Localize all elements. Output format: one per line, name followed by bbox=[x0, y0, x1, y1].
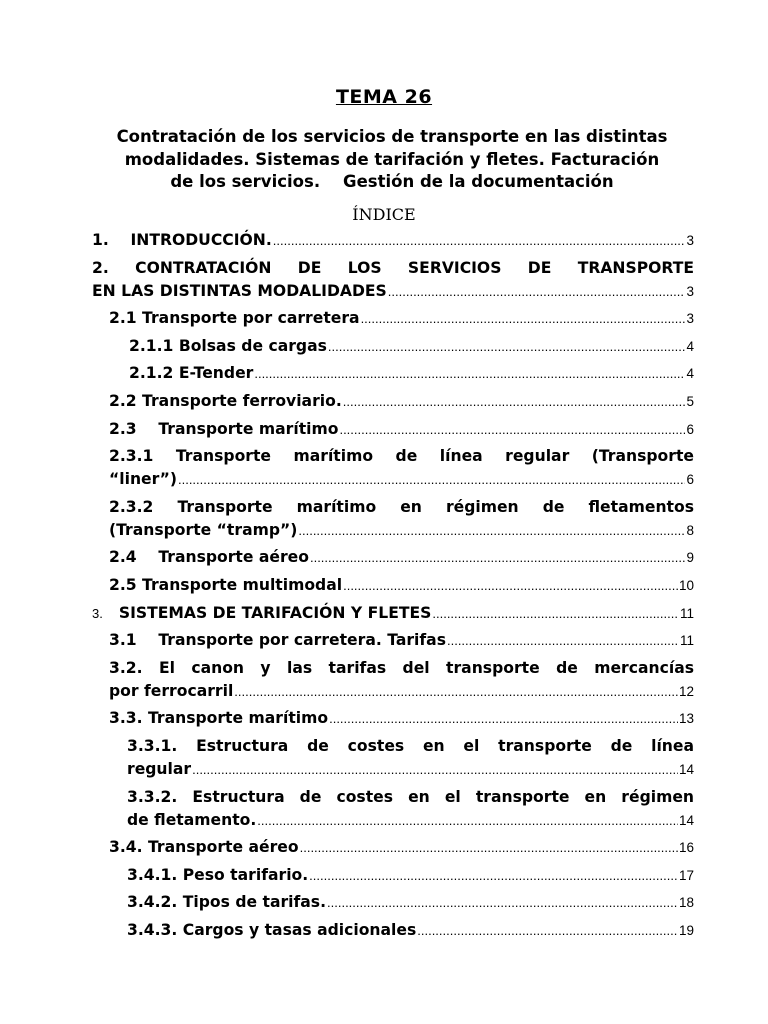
toc-entry-3-4-2[interactable] bbox=[92, 891, 694, 914]
toc-entry-2-5[interactable] bbox=[92, 574, 694, 597]
toc-leader-dots bbox=[343, 390, 686, 413]
toc-entry-3-3-1[interactable] bbox=[92, 735, 694, 781]
toc-entry-1[interactable] bbox=[92, 229, 694, 252]
toc-leader-dots bbox=[447, 629, 679, 652]
toc-entry-title: SISTEMAS DE TARIFACIÓN Y FLETES bbox=[118, 603, 432, 622]
toc-entry-3-3-2[interactable] bbox=[92, 786, 694, 832]
toc-entry-title-line1: 3.2. El canon y las tarifas del transporte de mercancías bbox=[109, 658, 694, 677]
subtitle-line: Contratación de los servicios de transporte en las distintas bbox=[116, 127, 668, 146]
toc-entry-3-4[interactable] bbox=[92, 836, 694, 859]
toc-page-number: 10 bbox=[678, 577, 694, 593]
toc-page-number: 19 bbox=[678, 922, 694, 938]
toc-leader-dots bbox=[327, 891, 678, 914]
toc-page-number: 18 bbox=[678, 895, 694, 911]
toc-entry-title: 2.3 Transporte marítimo bbox=[109, 419, 339, 438]
toc-entry-2-3[interactable] bbox=[92, 418, 694, 441]
toc-entry-title-line1: 3.3.1. Estructura de costes en el transporte de línea bbox=[127, 736, 694, 755]
toc-leader-dots bbox=[343, 574, 678, 597]
toc-entry-2-1-1[interactable] bbox=[92, 335, 694, 358]
toc-leader-dots bbox=[254, 362, 685, 385]
toc-entry-title: 3.4.2. Tipos de tarifas. bbox=[127, 893, 327, 912]
toc-page-number: 14 bbox=[678, 812, 694, 828]
toc-entry-2[interactable] bbox=[92, 257, 694, 303]
toc-leader-dots bbox=[339, 418, 685, 441]
subtitle-line: de los servicios. Gestión de la documentación bbox=[170, 172, 614, 191]
toc-page-number: 17 bbox=[678, 867, 694, 883]
toc-entry-title: 2.4 Transporte aéreo bbox=[109, 548, 309, 567]
toc-page-number: 9 bbox=[686, 550, 694, 566]
toc-leader-dots bbox=[388, 280, 686, 303]
toc-entry-3-1[interactable] bbox=[92, 629, 694, 652]
toc-leader-dots bbox=[298, 519, 685, 542]
toc-entry-3[interactable] bbox=[92, 602, 694, 625]
toc-leader-dots bbox=[300, 836, 678, 859]
toc-page-number: 4 bbox=[686, 366, 694, 382]
toc-entry-title-line1: 2.3.1 Transporte marítimo de línea regular (Transporte bbox=[109, 447, 694, 466]
toc-entry-2-3-1[interactable] bbox=[92, 445, 694, 491]
toc-entry-title: EN LAS DISTINTAS MODALIDADES bbox=[92, 281, 387, 300]
toc-page-number: 3 bbox=[686, 311, 694, 327]
toc-page-number: 8 bbox=[686, 522, 694, 538]
toc-entry-title-line1: 2. CONTRATACIÓN DE LOS SERVICIOS DE TRANSPORTE bbox=[92, 258, 694, 277]
toc-leader-dots bbox=[310, 546, 686, 569]
toc-entry-title: 2.1.2 E-Tender bbox=[129, 364, 254, 383]
toc-entry-3-3[interactable] bbox=[92, 707, 694, 730]
toc-entry-title: 2.2 Transporte ferroviario. bbox=[109, 391, 342, 410]
toc-entry-title: 3.4.1. Peso tarifario. bbox=[127, 865, 309, 884]
toc-page-number: 5 bbox=[686, 393, 694, 409]
toc-leader-dots bbox=[417, 919, 678, 942]
toc-entry-2-4[interactable] bbox=[92, 546, 694, 569]
toc-entry-2-1[interactable] bbox=[92, 307, 694, 330]
toc-entry-2-2[interactable] bbox=[92, 390, 694, 413]
toc-entry-title: regular bbox=[127, 759, 192, 778]
toc-leader-dots bbox=[192, 758, 678, 781]
toc-entry-title: por ferrocarril bbox=[109, 681, 234, 700]
toc-entry-title-line1: 3.3.2. Estructura de costes en el transporte en régimen bbox=[127, 787, 694, 806]
toc-entry-title: 3.4. Transporte aéreo bbox=[109, 838, 299, 857]
toc-page-number: 11 bbox=[679, 605, 694, 621]
document-subtitle bbox=[80, 126, 704, 194]
toc-entry-title: de fletamento. bbox=[127, 810, 257, 829]
toc-page-number: 14 bbox=[678, 761, 694, 777]
toc-entry-3-4-1[interactable] bbox=[92, 864, 694, 887]
toc-page-number: 16 bbox=[678, 840, 694, 856]
subtitle-line: modalidades. Sistemas de tarifación y fletes. Facturación bbox=[124, 149, 660, 169]
index-heading: ÍNDICE bbox=[352, 205, 416, 224]
toc-entry-2-1-2[interactable] bbox=[92, 362, 694, 385]
toc-entry-title: 3.3. Transporte marítimo bbox=[109, 709, 329, 728]
toc-entry-title: 2.5 Transporte multimodal bbox=[109, 575, 343, 594]
toc-leader-dots bbox=[234, 680, 678, 703]
tema-title: TEMA 26 bbox=[335, 86, 433, 108]
toc-entry-number: 3. bbox=[92, 605, 103, 621]
toc-entry-2-3-2[interactable] bbox=[92, 496, 694, 542]
toc-page-number: 12 bbox=[678, 683, 694, 699]
toc-entry-title-line1: 2.3.2 Transporte marítimo en régimen de fletamentos bbox=[109, 497, 694, 516]
toc-leader-dots bbox=[273, 229, 686, 252]
toc-entry-title: (Transporte “tramp”) bbox=[109, 520, 298, 539]
toc-page-number: 3 bbox=[686, 233, 694, 248]
table-of-contents bbox=[92, 229, 694, 946]
toc-page-number: 3 bbox=[686, 283, 694, 299]
toc-entry-title: 3.4.3. Cargos y tasas adicionales bbox=[127, 920, 417, 939]
toc-page-number: 6 bbox=[686, 421, 694, 437]
toc-leader-dots bbox=[432, 602, 679, 625]
toc-page-number: 4 bbox=[686, 338, 694, 354]
toc-entry-title: 1. INTRODUCCIÓN. bbox=[92, 231, 272, 249]
toc-leader-dots bbox=[257, 809, 678, 832]
toc-entry-title: 3.1 Transporte por carretera. Tarifas bbox=[109, 631, 446, 650]
toc-entry-3-2[interactable] bbox=[92, 657, 694, 703]
toc-page-number: 11 bbox=[679, 633, 694, 649]
toc-entry-title: “liner”) bbox=[109, 470, 177, 489]
toc-leader-dots bbox=[329, 707, 678, 730]
toc-entry-3-4-3[interactable] bbox=[92, 919, 694, 942]
toc-leader-dots bbox=[309, 864, 678, 887]
toc-leader-dots bbox=[328, 335, 686, 358]
toc-entry-title: 2.1.1 Bolsas de cargas bbox=[129, 336, 327, 355]
toc-page-number: 6 bbox=[686, 472, 694, 488]
toc-entry-title: 2.1 Transporte por carretera bbox=[109, 309, 360, 328]
toc-leader-dots bbox=[178, 468, 686, 491]
toc-page-number: 13 bbox=[678, 711, 694, 727]
toc-leader-dots bbox=[361, 307, 686, 330]
